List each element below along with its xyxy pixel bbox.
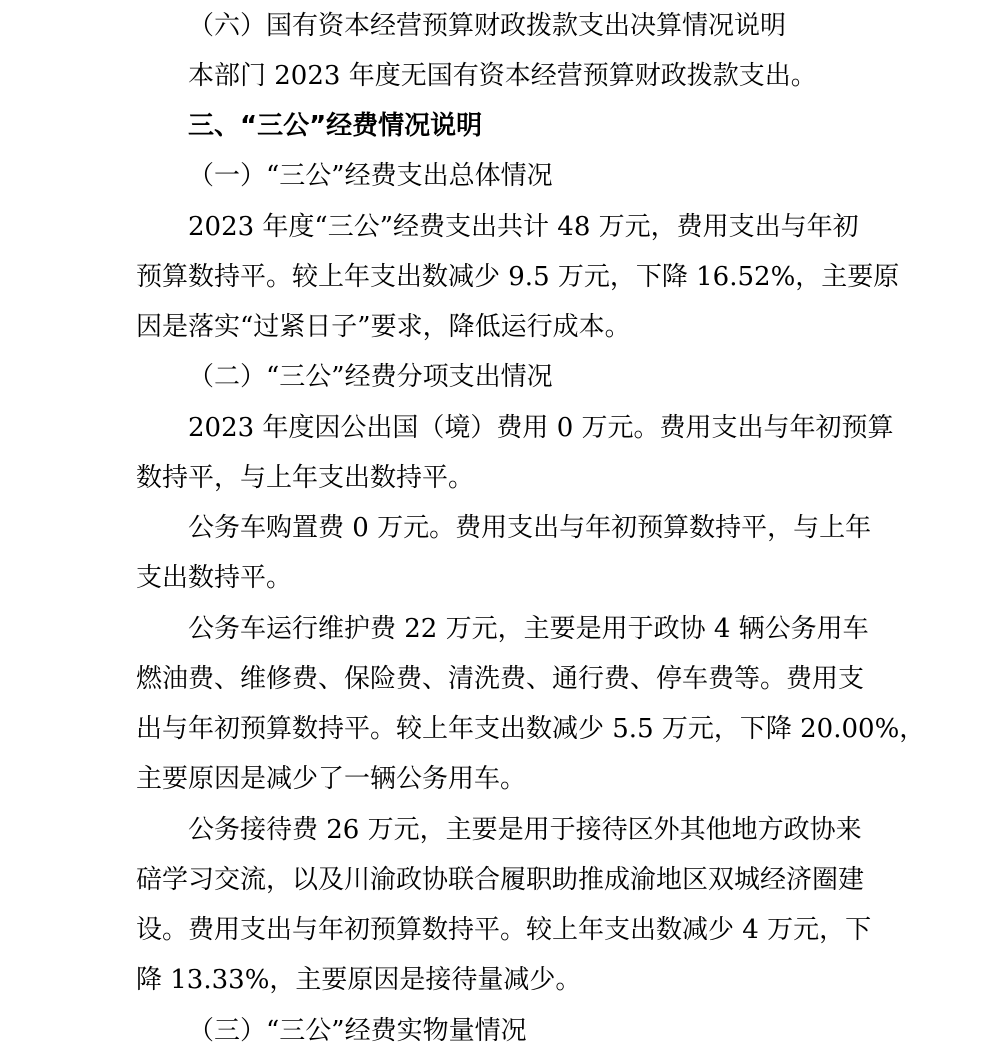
sub-2-p4-line: 碚学习交流，以及川渝政协联合履职助推成渝地区双城经济圈建: [136, 865, 865, 895]
sub-1-line: 预算数持平。较上年支出数减少 9.5 万元，下降 16.52%，主要原: [136, 262, 900, 292]
sub-1-line: 因是落实“过紧日子”要求，降低运行成本。: [136, 312, 631, 342]
sub-2-p3-line: 燃油费、维修费、保险费、清洗费、通行费、停车费等。费用支: [136, 664, 865, 694]
sub-2-p2-line: 公务车购置费 0 万元。费用支出与年初预算数持平，与上年: [188, 513, 872, 543]
sub-2-heading: （二）“三公”经费分项支出情况: [188, 362, 553, 392]
sub-2-p4-line: 设。费用支出与年初预算数持平。较上年支出数减少 4 万元，下: [136, 915, 872, 945]
sub-2-p3-line: 出与年初预算数持平。较上年支出数减少 5.5 万元，下降 20.00%，: [136, 714, 926, 744]
sub-2-p2-line: 支出数持平。: [136, 563, 293, 593]
sub-3-heading: （三）“三公”经费实物量情况: [188, 1016, 527, 1046]
sub-2-p4-line: 降 13.33%，主要原因是接待量减少。: [136, 965, 582, 995]
sub-1-heading: （一）“三公”经费支出总体情况: [188, 161, 553, 191]
sub-2-p1-line: 2023 年度因公出国（境）费用 0 万元。费用支出与年初预算: [188, 413, 894, 443]
sub-2-p3-line: 主要原因是减少了一辆公务用车。: [136, 764, 527, 794]
section-3-heading: 三、“三公”经费情况说明: [188, 111, 483, 141]
section-6-heading: （六）国有资本经营预算财政拨款支出决算情况说明: [188, 11, 787, 41]
sub-2-p1-line: 数持平，与上年支出数持平。: [136, 463, 475, 493]
sub-2-p4-line: 公务接待费 26 万元，主要是用于接待区外其他地方政协来: [188, 815, 862, 845]
sub-2-p3-line: 公务车运行维护费 22 万元，主要是用于政协 4 辆公务用车: [188, 614, 869, 644]
section-6-body: 本部门 2023 年度无国有资本经营预算财政拨款支出。: [188, 61, 817, 91]
sub-1-line: 2023 年度“三公”经费支出共计 48 万元，费用支出与年初: [188, 212, 859, 242]
